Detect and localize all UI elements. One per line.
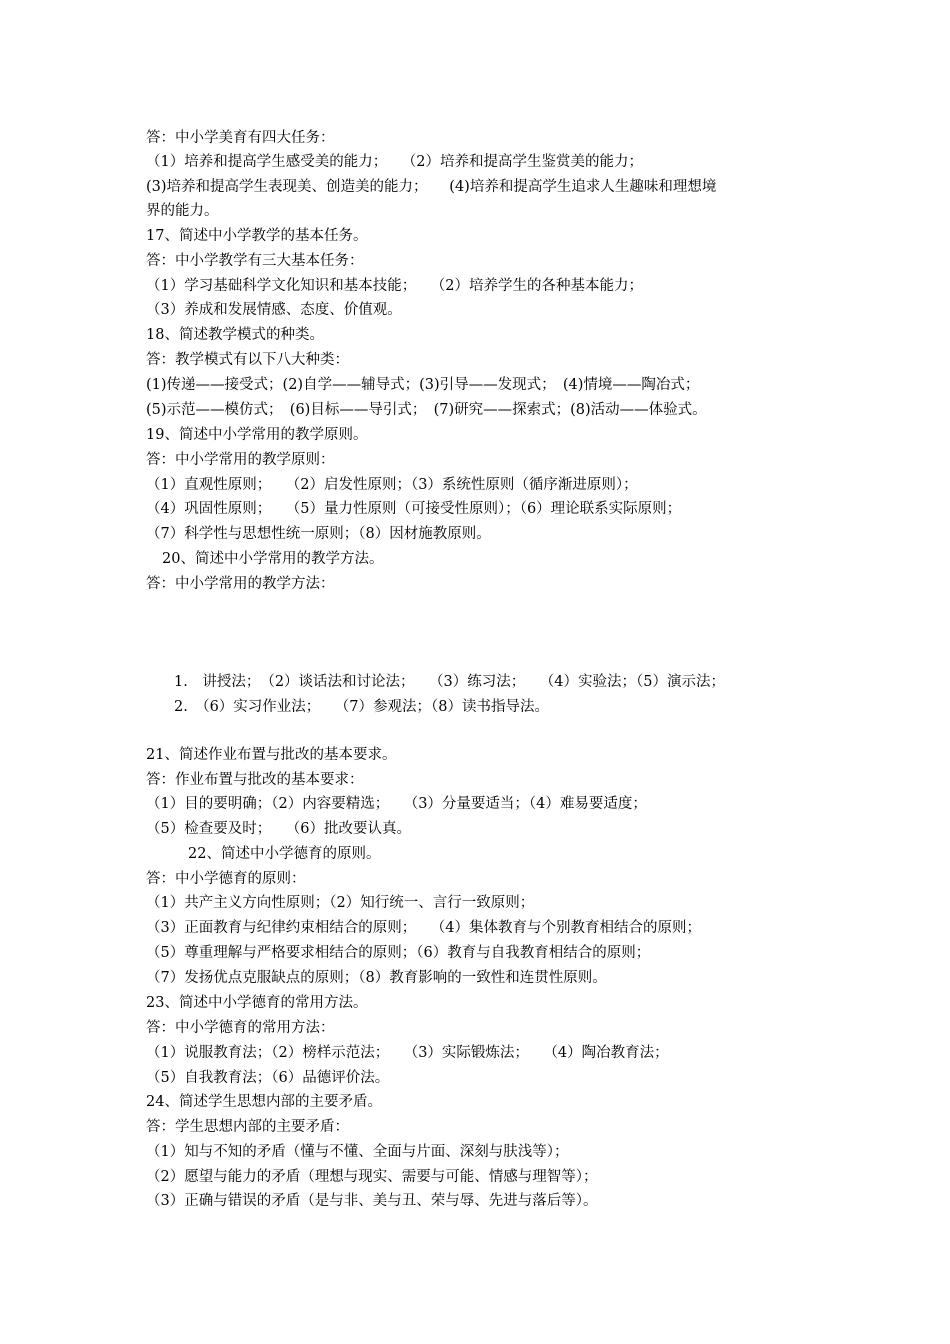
text-line: 答：中小学美育有四大任务： xyxy=(146,130,335,146)
question-heading: 20、简述中小学常用的教学方法。 xyxy=(162,551,384,567)
text-line: （2）愿望与能力的矛盾（理想与现实、需要与可能、情感与理智等）； xyxy=(146,1169,598,1185)
text-line: 界的能力。 xyxy=(146,203,219,219)
text-line: （1）培养和提高学生感受美的能力； （2）培养和提高学生鉴赏美的能力； xyxy=(146,154,643,170)
text-line: （7）科学性与思想性统一原则；（8）因材施教原则。 xyxy=(146,526,491,542)
text-line: （5）检查要及时； （6）批改要认真。 xyxy=(146,821,411,837)
text-line: 答：中小学常用的教学原则： xyxy=(146,452,335,468)
question-heading: 19、简述中小学常用的教学原则。 xyxy=(146,427,368,443)
question-heading: 21、简述作业布置与批改的基本要求。 xyxy=(146,747,397,763)
text-line: 答：作业布置与批改的基本要求： xyxy=(146,772,364,788)
question-heading: 22、简述中小学德育的原则。 xyxy=(188,846,381,862)
text-line: 答：中小学德育的原则： xyxy=(146,871,306,887)
text-line: （3）养成和发展情感、态度、价值观。 xyxy=(146,302,402,318)
text-line: （1）学习基础科学文化知识和基本技能； （2）培养学生的各种基本能力； xyxy=(146,278,643,294)
text-line: (1)传递——接受式；(2)自学——辅导式；(3)引导——发现式； (4)情境——陶冶式； xyxy=(146,377,700,393)
text-line: 答：学生思想内部的主要矛盾： xyxy=(146,1119,349,1135)
text-line: （7）发扬优点克服缺点的原则；（8）教育影响的一致性和连贯性原则。 xyxy=(146,970,607,986)
text-line: 答：中小学教学有三大基本任务： xyxy=(146,253,364,269)
text-line: （1）目的要明确；（2）内容要精选； （3）分量要适当；（4）难易要适度； xyxy=(146,796,647,812)
text-line: （5）尊重理解与严格要求相结合的原则；（6）教育与自我教育相结合的原则； xyxy=(146,945,651,961)
text-line: 答：中小学德育的常用方法： xyxy=(146,1020,335,1036)
text-line: （1）共产主义方向性原则；（2）知行统一、言行一致原则； xyxy=(146,895,535,911)
text-line: （5）自我教育法；（6）品德评价法。 xyxy=(146,1070,390,1086)
text-line: （1）知与不知的矛盾（懂与不懂、全面与片面、深刻与肤浅等）； xyxy=(146,1144,569,1160)
question-heading: 24、简述学生思想内部的主要矛盾。 xyxy=(146,1094,382,1110)
question-heading: 23、简述中小学德育的常用方法。 xyxy=(146,995,368,1011)
text-line: (5)示范——模仿式； (6)目标——导引式； (7)研究——探索式；(8)活动——体验式。 xyxy=(146,402,707,418)
text-line: 答：中小学常用的教学方法： xyxy=(146,576,335,592)
text-line: （3）正面教育与纪律约束相结合的原则； （4）集体教育与个别教育相结合的原则； xyxy=(146,920,701,936)
text-line: （1）说服教育法；（2）榜样示范法； （3）实际锻炼法； （4）陶冶教育法； xyxy=(146,1045,669,1061)
list-item: 2. （6）实习作业法； （7）参观法；（8）读书指导法。 xyxy=(174,699,550,715)
question-heading: 17、简述中小学教学的基本任务。 xyxy=(146,228,368,244)
text-line: （1）直观性原则； （2）启发性原则；（3）系统性原则（循序渐进原则）； xyxy=(146,477,638,493)
text-line: 答：教学模式有以下八大种类： xyxy=(146,352,349,368)
list-item: 1. 讲授法； （2）谈话法和讨论法； （3）练习法； （4）实验法；（5）演示法； xyxy=(174,674,725,690)
text-line: （3）正确与错误的矛盾（是与非、美与丑、荣与辱、先进与落后等）。 xyxy=(146,1193,598,1209)
text-line: （4）巩固性原则； （5）量力性原则（可接受性原则）；（6）理论联系实际原则； xyxy=(146,501,682,517)
text-line: (3)培养和提高学生表现美、创造美的能力； (4)培养和提高学生追求人生趣味和理想境 xyxy=(146,179,717,195)
question-heading: 18、简述教学模式的种类。 xyxy=(146,327,324,343)
